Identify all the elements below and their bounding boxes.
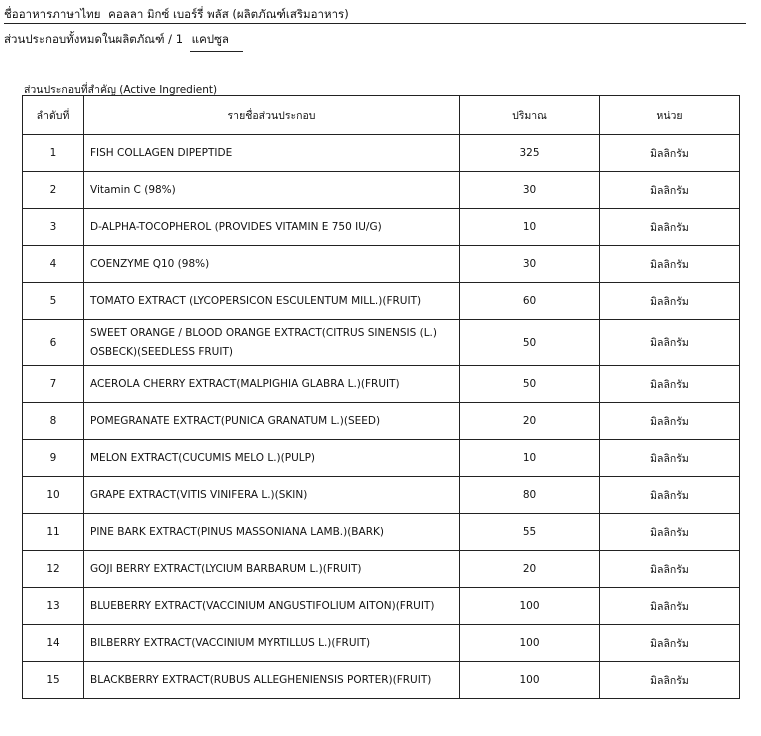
ingredient-qty: 30 (460, 246, 600, 283)
ingredient-qty: 10 (460, 209, 600, 246)
ingredient-unit: มิลลิกรัม (600, 246, 740, 283)
food-name-label: ชื่ออาหารภาษาไทย (4, 7, 101, 21)
row-number: 4 (23, 246, 84, 283)
ingredient-unit: มิลลิกรัม (600, 135, 740, 172)
table-row (23, 477, 740, 514)
ingredient-name: BILBERRY EXTRACT(VACCINIUM MYRTILLUS L.)(FRUIT) (84, 625, 460, 662)
ingredient-table (22, 95, 740, 699)
ingredient-qty: 60 (460, 283, 600, 320)
ingredient-unit: มิลลิกรัม (600, 172, 740, 209)
composition-label: ส่วนประกอบทั้งหมดในผลิตภัณฑ์ / 1 (4, 32, 184, 46)
ingredient-qty: 80 (460, 477, 600, 514)
ingredient-name: SWEET ORANGE / BLOOD ORANGE EXTRACT(CITRUS SINENSIS (L.) OSBECK)(SEEDLESS FRUIT) (84, 320, 460, 366)
composition-unit: แคปซูล (190, 31, 243, 52)
ingredient-unit: มิลลิกรัม (600, 403, 740, 440)
ingredient-qty: 30 (460, 172, 600, 209)
row-number: 14 (23, 625, 84, 662)
table-row (23, 283, 740, 320)
ingredient-unit: มิลลิกรัม (600, 366, 740, 403)
ingredient-name: BLUEBERRY EXTRACT(VACCINIUM ANGUSTIFOLIUM AITON)(FRUIT) (84, 588, 460, 625)
ingredient-qty: 50 (460, 366, 600, 403)
ingredient-qty: 100 (460, 625, 600, 662)
row-number: 8 (23, 403, 84, 440)
ingredient-name: POMEGRANATE EXTRACT(PUNICA GRANATUM L.)(SEED) (84, 403, 460, 440)
ingredient-qty: 20 (460, 403, 600, 440)
table-header-row (23, 96, 740, 135)
ingredient-unit: มิลลิกรัม (600, 440, 740, 477)
row-number: 7 (23, 366, 84, 403)
table-row (23, 135, 740, 172)
table-row (23, 551, 740, 588)
table-row (23, 625, 740, 662)
ingredient-unit: มิลลิกรัม (600, 320, 740, 366)
table-row (23, 320, 740, 366)
ingredient-unit: มิลลิกรัม (600, 477, 740, 514)
ingredient-qty: 325 (460, 135, 600, 172)
row-number: 13 (23, 588, 84, 625)
ingredient-name: Vitamin C (98%) (84, 172, 460, 209)
row-number: 15 (23, 662, 84, 699)
row-number: 9 (23, 440, 84, 477)
header-no: ลำดับที่ (23, 96, 84, 135)
ingredient-qty: 100 (460, 588, 600, 625)
table-row (23, 172, 740, 209)
ingredient-qty: 55 (460, 514, 600, 551)
table-row (23, 209, 740, 246)
ingredient-name: D-ALPHA-TOCOPHEROL (PROVIDES VITAMIN E 750 IU/G) (84, 209, 460, 246)
table-row (23, 366, 740, 403)
row-number: 12 (23, 551, 84, 588)
composition-line (4, 31, 243, 52)
row-number: 3 (23, 209, 84, 246)
food-name-value: คอลลา มิกซ์ เบอร์รี่ พลัส (ผลิตภัณฑ์เสริมอาหาร) (108, 7, 349, 21)
header-name: รายชื่อส่วนประกอบ (84, 96, 460, 135)
ingredient-qty: 100 (460, 662, 600, 699)
ingredient-qty: 10 (460, 440, 600, 477)
header-unit: หน่วย (600, 96, 740, 135)
ingredient-qty: 50 (460, 320, 600, 366)
row-number: 6 (23, 320, 84, 366)
ingredient-name: PINE BARK EXTRACT(PINUS MASSONIANA LAMB.)(BARK) (84, 514, 460, 551)
ingredient-unit: มิลลิกรัม (600, 283, 740, 320)
ingredient-unit: มิลลิกรัม (600, 551, 740, 588)
table-row (23, 514, 740, 551)
ingredient-unit: มิลลิกรัม (600, 514, 740, 551)
ingredient-unit: มิลลิกรัม (600, 588, 740, 625)
ingredient-name: MELON EXTRACT(CUCUMIS MELO L.)(PULP) (84, 440, 460, 477)
header-qty: ปริมาณ (460, 96, 600, 135)
row-number: 2 (23, 172, 84, 209)
ingredient-name: GRAPE EXTRACT(VITIS VINIFERA L.)(SKIN) (84, 477, 460, 514)
ingredient-unit: มิลลิกรัม (600, 625, 740, 662)
section-title: ส่วนประกอบที่สำคัญ (Active Ingredient) (24, 84, 218, 96)
ingredient-qty: 20 (460, 551, 600, 588)
row-number: 1 (23, 135, 84, 172)
table-row (23, 662, 740, 699)
ingredient-name: GOJI BERRY EXTRACT(LYCIUM BARBARUM L.)(FRUIT) (84, 551, 460, 588)
table-row (23, 246, 740, 283)
ingredient-name: ACEROLA CHERRY EXTRACT(MALPIGHIA GLABRA L.)(FRUIT) (84, 366, 460, 403)
ingredient-name: BLACKBERRY EXTRACT(RUBUS ALLEGHENIENSIS PORTER)(FRUIT) (84, 662, 460, 699)
ingredient-unit: มิลลิกรัม (600, 662, 740, 699)
table-row (23, 440, 740, 477)
ingredient-name: TOMATO EXTRACT (LYCOPERSICON ESCULENTUM MILL.)(FRUIT) (84, 283, 460, 320)
table-row (23, 403, 740, 440)
ingredient-unit: มิลลิกรัม (600, 209, 740, 246)
row-number: 10 (23, 477, 84, 514)
row-number: 11 (23, 514, 84, 551)
table-row (23, 588, 740, 625)
ingredient-name: COENZYME Q10 (98%) (84, 246, 460, 283)
food-name-line (4, 6, 746, 24)
ingredient-name: FISH COLLAGEN DIPEPTIDE (84, 135, 460, 172)
row-number: 5 (23, 283, 84, 320)
